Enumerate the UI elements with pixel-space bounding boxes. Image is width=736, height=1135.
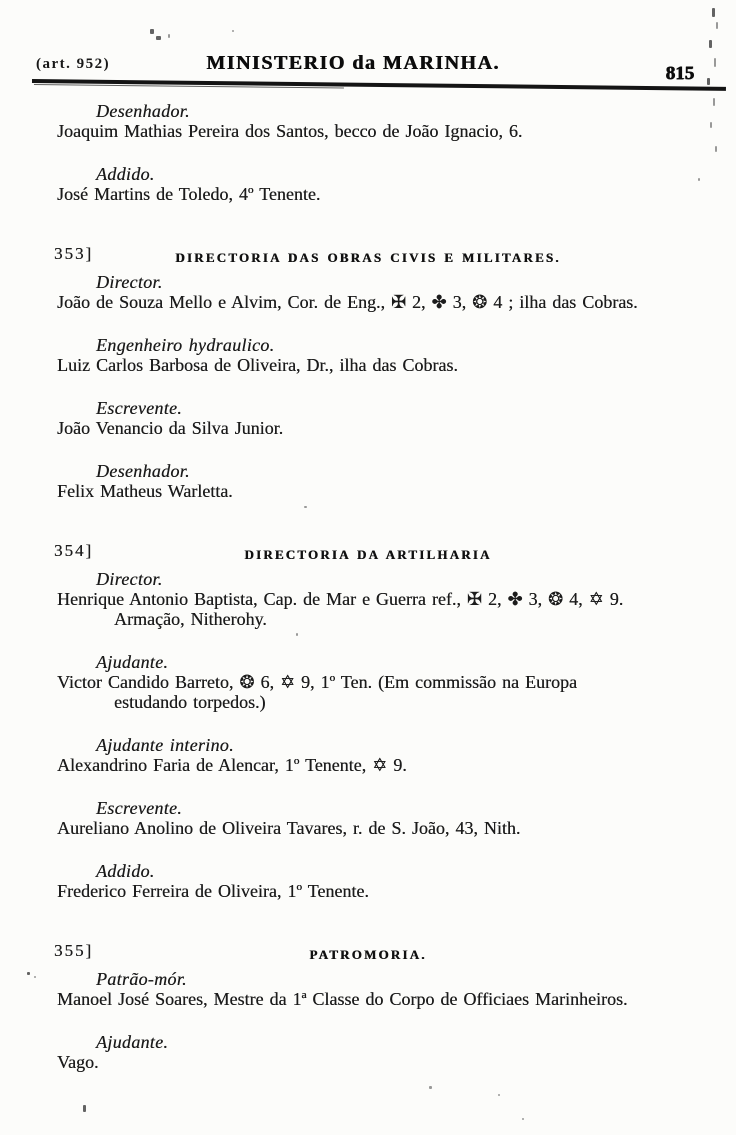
entry-group	[0, 164, 736, 204]
entry-group	[0, 398, 736, 438]
role-label: Addido.	[96, 861, 155, 881]
section-number: 353]	[54, 244, 94, 263]
entry-line: João Venancio da Silva Junior.	[57, 418, 284, 438]
section-title: DIRECTORIA DAS OBRAS CIVIS E MILITARES.	[175, 250, 561, 265]
role-label: Ajudante.	[96, 652, 169, 672]
role-label: Escrevente.	[96, 398, 183, 418]
entry-group	[0, 461, 736, 501]
directory-content	[0, 101, 736, 1072]
entry-group	[0, 272, 736, 312]
entry-line: Aureliano Anolino de Oliveira Tavares, r. de S. João, 43, Nith.	[57, 818, 521, 838]
entry-line: Frederico Ferreira de Oliveira, 1º Tenente.	[57, 881, 369, 901]
entry-line: Joaquim Mathias Pereira dos Santos, becco de João Ignacio, 6.	[57, 121, 523, 141]
entry-line: Luiz Carlos Barbosa de Oliveira, Dr., ilha das Cobras.	[57, 355, 458, 375]
entry-group	[0, 735, 736, 775]
entry-group	[0, 101, 736, 141]
role-label: Ajudante interino.	[96, 735, 234, 755]
entry-line: Felix Matheus Warletta.	[57, 481, 233, 501]
entry-line: Alexandrino Faria de Alencar, 1º Tenente, ✡ 9.	[57, 755, 407, 775]
role-label: Desenhador.	[96, 101, 190, 121]
entry-group	[0, 652, 736, 712]
role-label: Addido.	[96, 164, 155, 184]
entry-line: Victor Candido Barreto, ❂ 6, ✡ 9, 1º Ten. (Em commissão na Europa	[57, 672, 577, 692]
entry-group	[0, 569, 736, 629]
section-heading	[0, 941, 736, 962]
entry-line: Vago.	[57, 1052, 99, 1072]
entry-line: Armação, Nitherohy.	[114, 609, 267, 629]
entry-group	[0, 969, 736, 1009]
entry-line: José Martins de Toledo, 4º Tenente.	[57, 184, 321, 204]
entry-group	[0, 798, 736, 838]
entry-group	[0, 861, 736, 901]
directory-section	[0, 941, 736, 1072]
directory-section	[0, 541, 736, 901]
role-label: Ajudante.	[96, 1032, 169, 1052]
section-heading	[0, 244, 736, 265]
page-number: 815	[665, 63, 694, 84]
role-label: Escrevente.	[96, 798, 183, 818]
role-label: Engenheiro hydraulico.	[96, 335, 275, 355]
entry-line: João de Souza Mello e Alvim, Cor. de Eng., ✠ 2, ✤ 3, ❂ 4 ; ilha das Cobras.	[57, 292, 638, 312]
role-label: Desenhador.	[96, 461, 190, 481]
article-ref: (art. 952)	[36, 56, 111, 72]
directory-section	[0, 244, 736, 501]
entry-group	[0, 335, 736, 375]
role-label: Patrão-mór.	[96, 969, 187, 989]
section-heading	[0, 541, 736, 562]
section-number: 355]	[54, 941, 94, 960]
section-number: 354]	[54, 541, 94, 560]
directory-section	[0, 101, 736, 204]
role-label: Director.	[96, 569, 163, 589]
entry-line: estudando torpedos.)	[114, 692, 266, 712]
entry-line: Henrique Antonio Baptista, Cap. de Mar e Guerra ref., ✠ 2, ✤ 3, ❂ 4, ✡ 9.	[57, 589, 624, 609]
entry-group	[0, 1032, 736, 1072]
section-title: DIRECTORIA DA ARTILHARIA	[244, 547, 492, 562]
role-label: Director.	[96, 272, 163, 292]
page-title: MINISTERIO da MARINHA.	[206, 52, 500, 74]
entry-line: Manoel José Soares, Mestre da 1ª Classe do Corpo de Officiaes Marinheiros.	[57, 989, 628, 1009]
header-rule	[32, 79, 726, 91]
section-title: PATROMORIA.	[309, 947, 427, 962]
